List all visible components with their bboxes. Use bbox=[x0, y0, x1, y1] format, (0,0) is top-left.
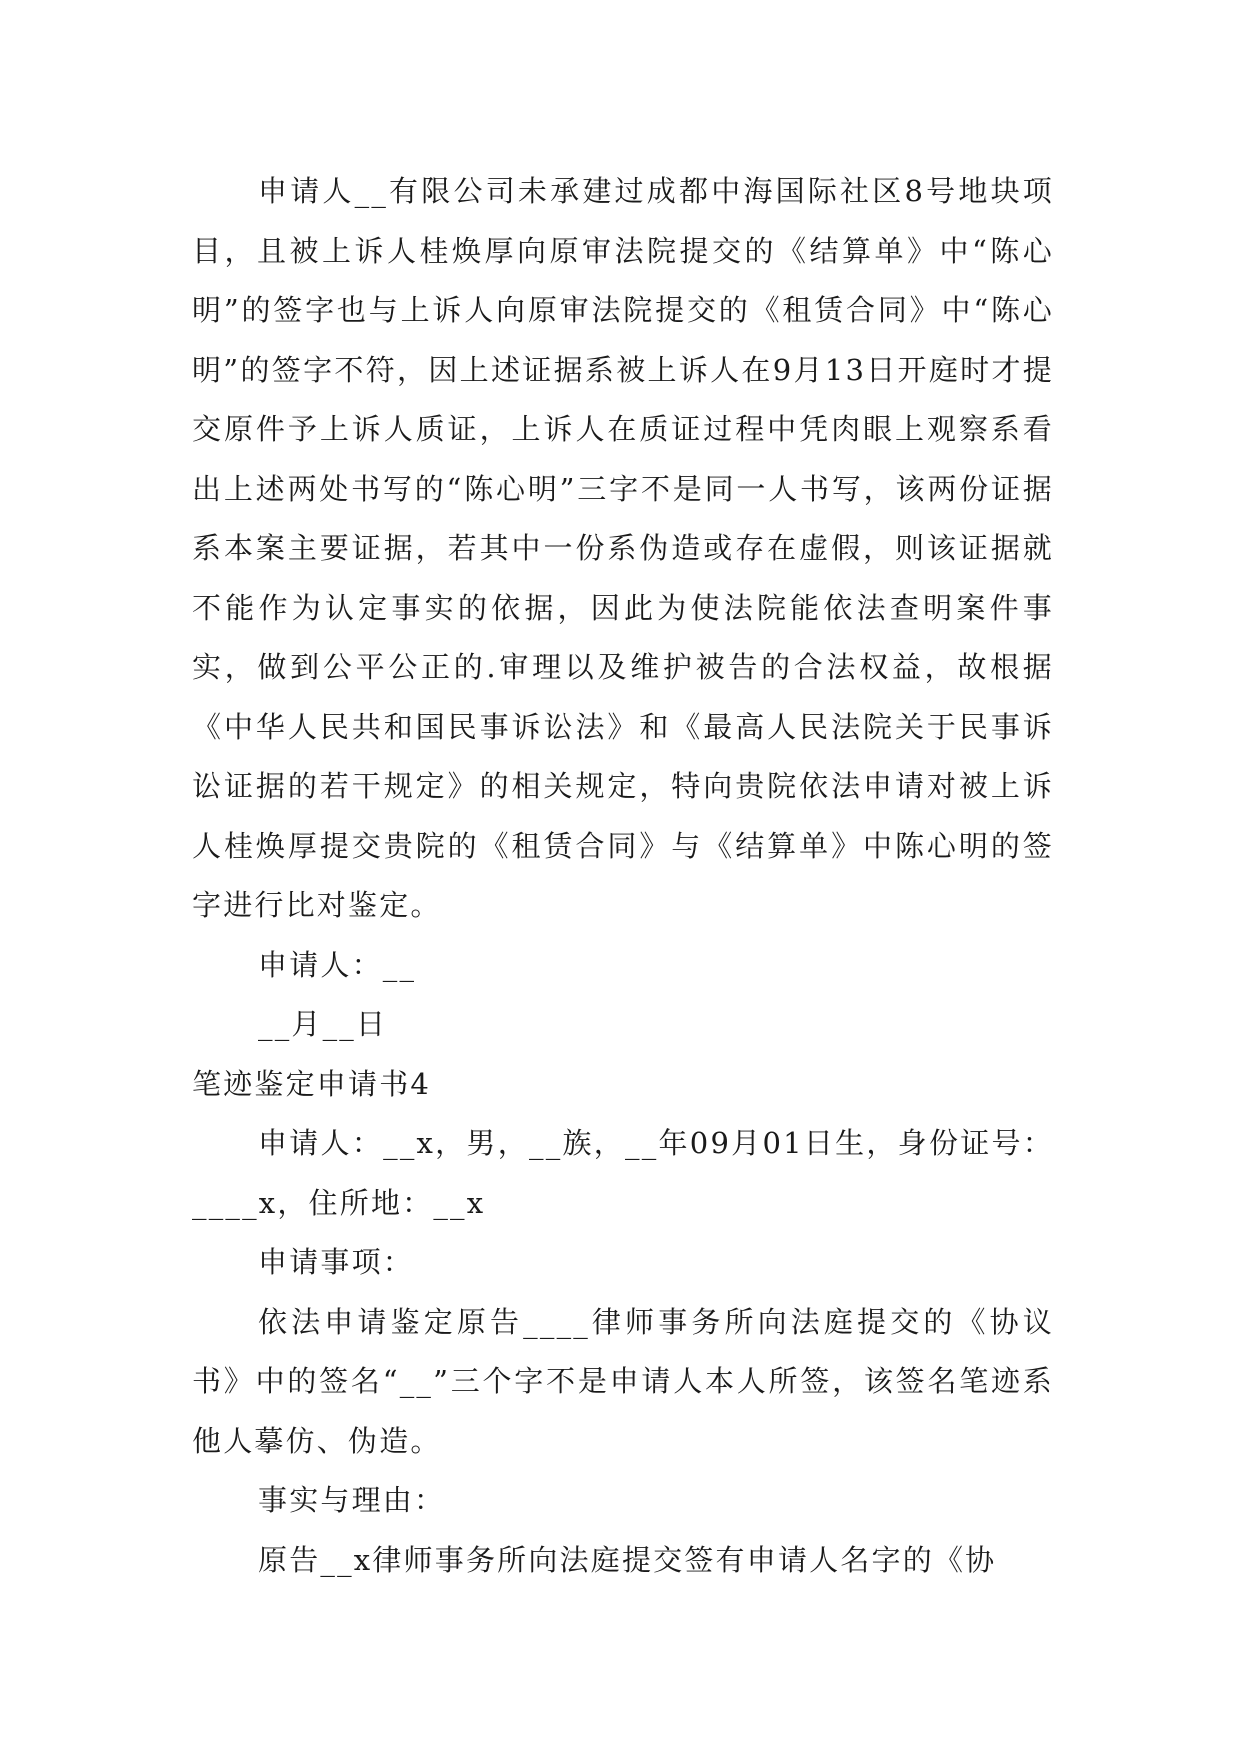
paragraph-facts: 原告__x律师事务所向法庭提交签有申请人名字的《协 bbox=[258, 1542, 997, 1577]
section-heading: 笔迹鉴定申请书4 bbox=[192, 1066, 432, 1101]
paragraph-applicant-info: 申请人：__x，男，__族，__年09月01日生，身份证号：____x，住所地：__x bbox=[192, 1126, 1054, 1220]
applicant-signature-line: 申请人：__ bbox=[258, 947, 417, 982]
document-page bbox=[192, 162, 1054, 1590]
paragraph-request-items: 依法申请鉴定原告____律师事务所向法庭提交的《协议书》中的签名“__”三个字不是申请人本人所签，该签名笔迹系他人摹仿、伪造。 bbox=[192, 1304, 1054, 1458]
items-title: 申请事项： bbox=[258, 1245, 415, 1279]
paragraph-request-body: 申请人__有限公司未承建过成都中海国际社区8号地块项目，且被上诉人桂焕厚向原审法院提交的《结算单》中“陈心明”的签字也与上诉人向原审法院提交的《租赁合同》中“陈心明”的签字不符，因上述证据系被上诉人在9月13日开庭时才提交原件予上诉人质证，上诉人在质证过程中凭肉眼上观察系看出上述两处书写的“陈心明”三字不是同一人书写，该两份证据系本案主要证据，若其中一份系伪造或存在虚假，则该证据就不能作为认定事实的依据，因此为使法院能依法查明案件事实，做到公平公正的.审理以及维护被告的合法权益，故根据《中华人民共和国民事诉讼法》和《最高人民法院关于民事诉讼证据的若干规定》的相关规定，特向贵院依法申请对被上诉人桂焕厚提交贵院的《租赁合同》与《结算单》中陈心明的签字进行比对鉴定。 bbox=[192, 174, 1054, 922]
facts-title: 事实与理由： bbox=[258, 1483, 446, 1517]
date-line: __月__日 bbox=[258, 1007, 388, 1041]
